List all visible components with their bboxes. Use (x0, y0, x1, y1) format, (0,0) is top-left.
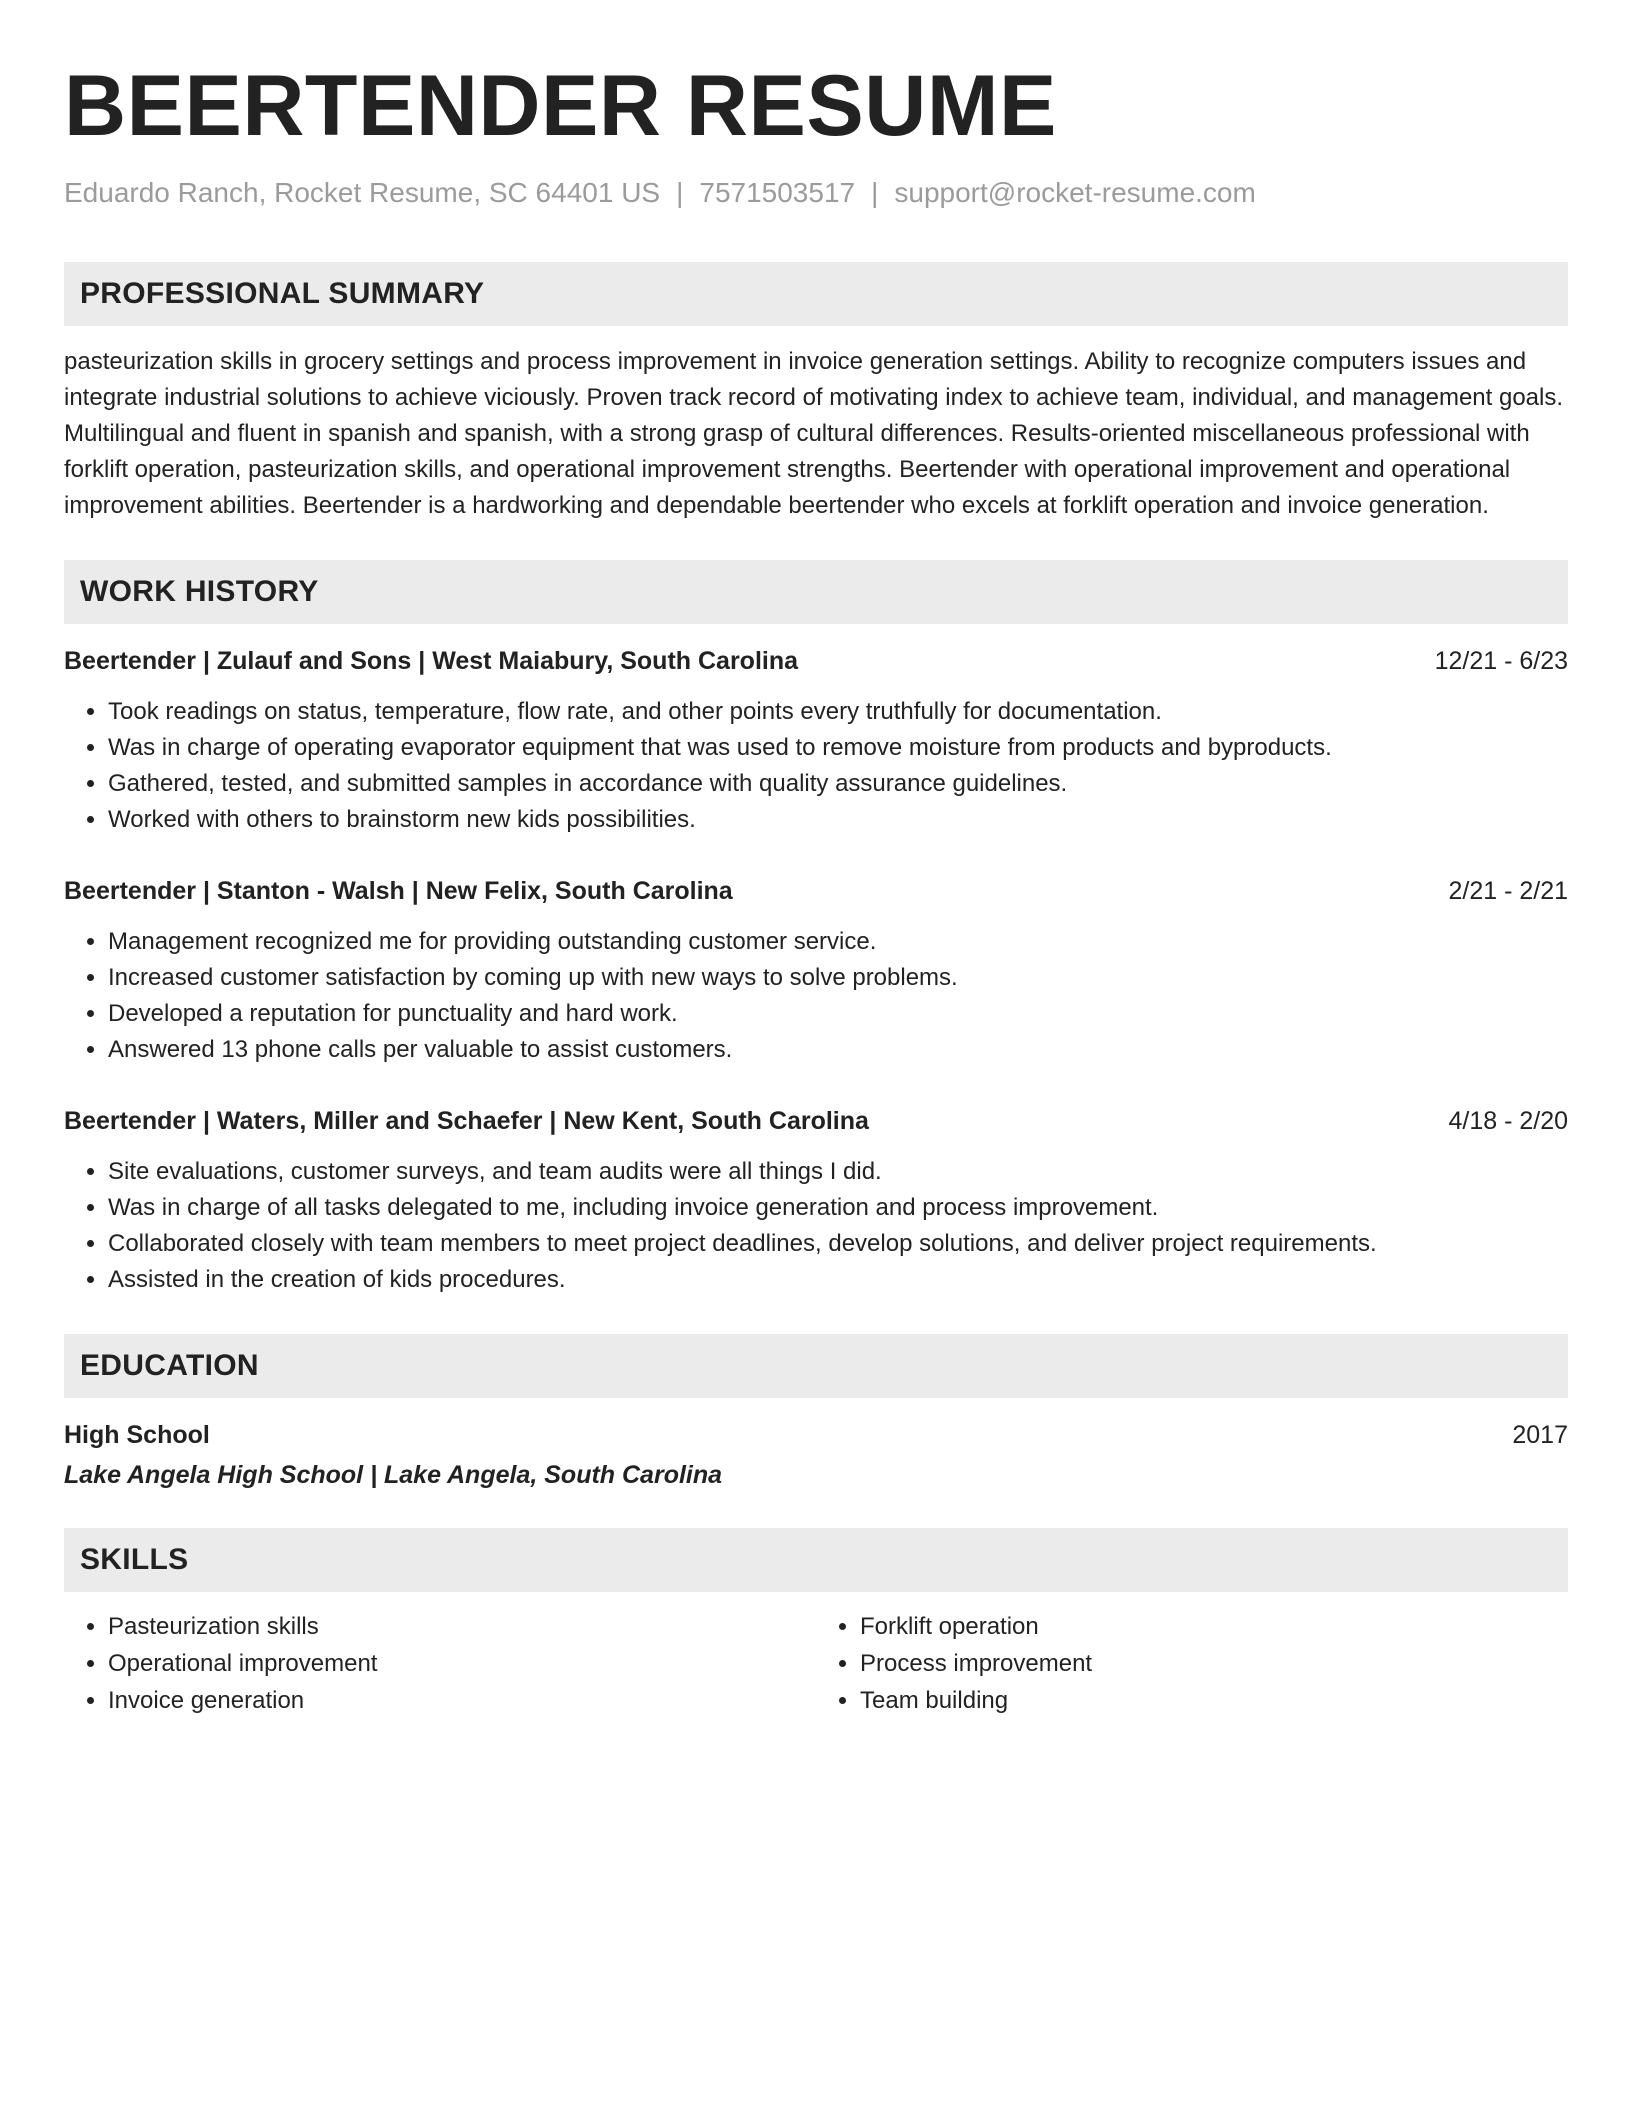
skill-item: • Team building (860, 1682, 1568, 1719)
section-header-work-history: WORK HISTORY (64, 560, 1568, 624)
section-header-skills: SKILLS (64, 1528, 1568, 1592)
job-title: Beertender | Waters, Miller and Schaefer | New Kent, South Carolina (64, 1107, 869, 1135)
education-degree: High School (64, 1421, 210, 1449)
job-dates: 12/21 - 6/23 (1434, 647, 1568, 675)
contact-phone: 7571503517 (699, 177, 856, 208)
contact-separator: | (871, 177, 879, 208)
job-dates: 4/18 - 2/20 (1448, 1107, 1568, 1135)
job-bullet: • Was in charge of operating evaporator equipment that was used to remove moisture from products and byproducts. (108, 730, 1568, 766)
job-dates: 2/21 - 2/21 (1448, 877, 1568, 905)
education-year: 2017 (1512, 1421, 1568, 1449)
skill-item: • Pasteurization skills (108, 1608, 816, 1645)
job-title: Beertender | Zulauf and Sons | West Maiabury, South Carolina (64, 647, 799, 675)
skill-item: • Operational improvement (108, 1645, 816, 1682)
job-bullet: • Increased customer satisfaction by coming up with new ways to solve problems. (108, 960, 1568, 996)
skills-column-left (64, 1608, 816, 1719)
job-entry (64, 644, 1568, 838)
skills-column-right (816, 1608, 1568, 1719)
job-bullet: • Developed a reputation for punctuality and hard work. (108, 996, 1568, 1032)
job-bullets (64, 1154, 1568, 1298)
job-bullet: • Site evaluations, customer surveys, and team audits were all things I did. (108, 1154, 1568, 1190)
job-entry (64, 874, 1568, 1068)
job-bullet: • Took readings on status, temperature, flow rate, and other points every truthfully for documentation. (108, 694, 1568, 730)
skill-item: • Invoice generation (108, 1682, 816, 1719)
skills-list (64, 1608, 1568, 1719)
skill-item: • Forklift operation (860, 1608, 1568, 1645)
job-bullet: • Answered 13 phone calls per valuable to assist customers. (108, 1032, 1568, 1068)
summary-text: pasteurization skills in grocery settings and process improvement in invoice generation settings. Ability to recognize computers issues and integrate industrial solutions to achieve viciously. Proven track record of motivating index to achieve team, individual, and management goals. Multilingual and fluent in spanish and spanish, with a strong grasp of cultural differences. Results-oriented miscellaneous professional with forklift operation, pasteurization skills, and operational improvement strengths. Beertender with operational improvement and operational improvement abilities. Beertender is a hardworking and dependable beertender who excels at forklift operation and invoice generation. (64, 348, 1564, 519)
contact-email: support@rocket-resume.com (894, 177, 1256, 208)
job-bullets (64, 694, 1568, 838)
contact-line (64, 176, 1568, 210)
job-bullet: • Collaborated closely with team members to meet project deadlines, develop solutions, and deliver project requirements. (108, 1226, 1568, 1262)
job-header (64, 874, 1568, 908)
contact-address: Eduardo Ranch, Rocket Resume, SC 64401 US (64, 177, 661, 208)
job-bullets (64, 924, 1568, 1068)
job-bullet: • Was in charge of all tasks delegated to me, including invoice generation and process improvement. (108, 1190, 1568, 1226)
skill-item: • Process improvement (860, 1645, 1568, 1682)
job-bullet: • Assisted in the creation of kids procedures. (108, 1262, 1568, 1298)
job-title: Beertender | Stanton - Walsh | New Felix, South Carolina (64, 877, 733, 905)
resume-title: BEERTENDER RESUME (64, 58, 1057, 154)
job-bullet: • Worked with others to brainstorm new kids possibilities. (108, 802, 1568, 838)
education-school: Lake Angela High School | Lake Angela, South Carolina (64, 1461, 723, 1489)
job-header (64, 644, 1568, 678)
section-header-education: EDUCATION (64, 1334, 1568, 1398)
contact-separator: | (676, 177, 684, 208)
education-header (64, 1418, 1568, 1452)
job-header (64, 1104, 1568, 1138)
education-entry (64, 1418, 1568, 1492)
section-header-summary: PROFESSIONAL SUMMARY (64, 262, 1568, 326)
job-bullet: • Gathered, tested, and submitted samples in accordance with quality assurance guidelines. (108, 766, 1568, 802)
job-bullet: • Management recognized me for providing outstanding customer service. (108, 924, 1568, 960)
job-entry (64, 1104, 1568, 1298)
